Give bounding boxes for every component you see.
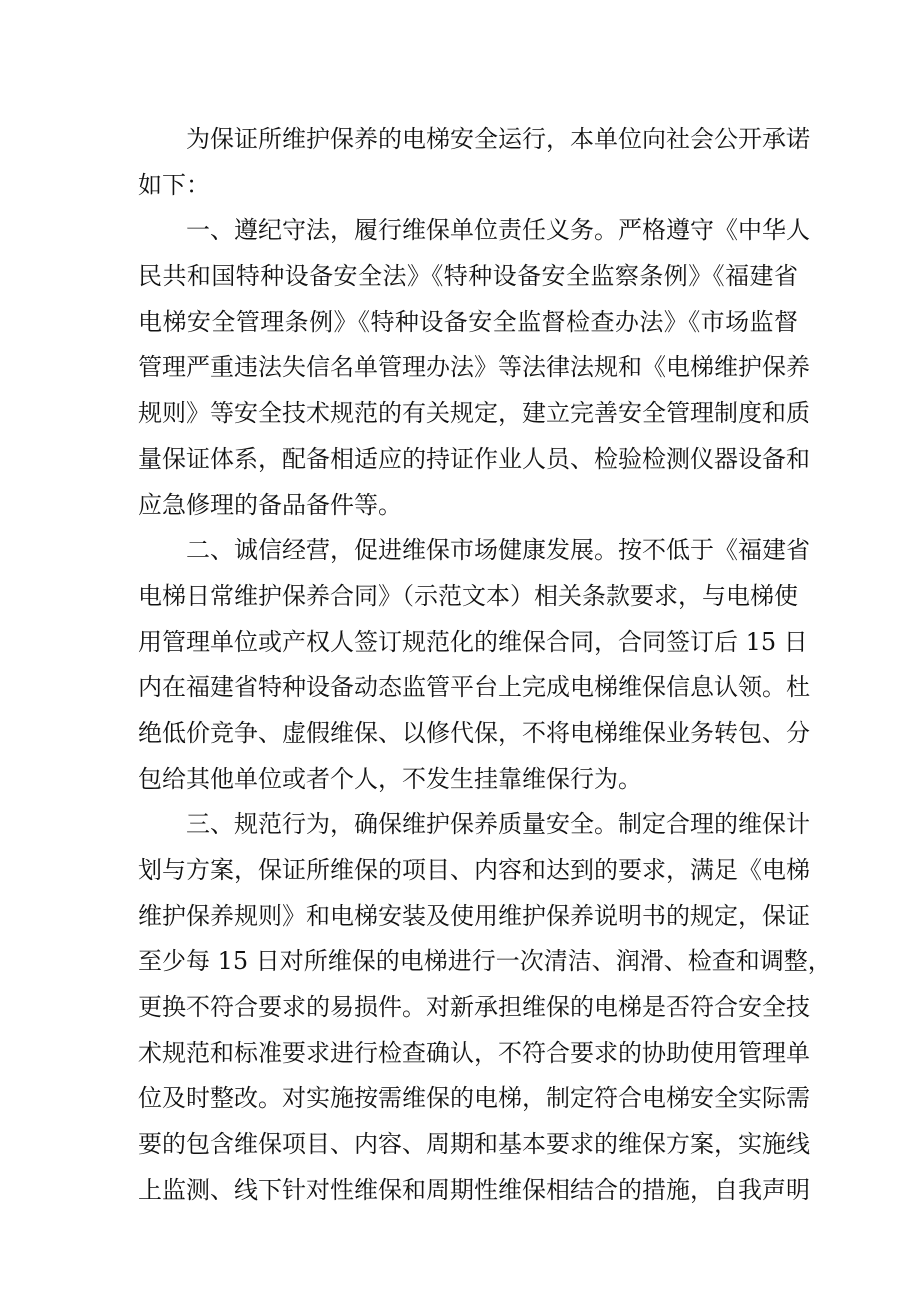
text-line: 应急修理的备品备件等。 [138, 490, 402, 519]
text-line: 如下： [138, 170, 210, 199]
text-line: 包给其他单位或者个人，不发生挂靠维保行为。 [138, 764, 642, 793]
text-line: 二、诚信经营，促进维保市场健康发展。按不低于《福建省 [186, 536, 810, 565]
text-line: 用管理单位或产权人签订规范化的维保合同，合同签订后 15 日 [138, 627, 808, 656]
text-line: 为保证所维护保养的电梯安全运行，本单位向社会公开承诺 [186, 125, 810, 153]
text-line: 上监测、线下针对性维保和周期性维保相结合的措施，自我声明 [138, 1175, 810, 1204]
text-line: 电梯安全管理条例》《特种设备安全监督检查办法》《市场监督 [138, 307, 798, 336]
text-line: 术规范和标准要求进行检查确认，不符合要求的协助使用管理单 [138, 1038, 810, 1067]
text-line: 三、规范行为，确保维护保养质量安全。制定合理的维保计 [186, 810, 810, 839]
paragraph-section-3 [138, 802, 832, 1213]
text-line: 划与方案，保证所维保的项目、内容和达到的要求，满足《电梯 [138, 856, 810, 884]
paragraph-section-1 [138, 208, 810, 528]
text-line: 至少每 15 日对所维保的电梯进行一次清洁、润滑、检查和调整， [138, 947, 832, 976]
text-line: 内在福建省特种设备动态监管平台上完成电梯维保信息认领。杜 [138, 673, 810, 702]
text-line: 更换不符合要求的易损件。对新承担维保的电梯是否符合安全技 [138, 993, 810, 1022]
text-line: 维护保养规则》和电梯安装及使用维护保养说明书的规定，保证 [138, 901, 810, 930]
text-line: 要的包含维保项目、内容、周期和基本要求的维保方案，实施线 [138, 1130, 810, 1159]
paragraph-intro [138, 117, 810, 208]
paragraph-section-2 [138, 528, 810, 802]
text-line: 绝低价竞争、虚假维保、以修代保，不将电梯维保业务转包、分 [138, 718, 810, 747]
text-line: 电梯日常维护保养合同》（示范文本）相关条款要求，与电梯使 [138, 581, 798, 610]
text-line: 一、遵纪守法，履行维保单位责任义务。严格遵守《中华人 [186, 216, 810, 245]
document-body [138, 117, 832, 1214]
text-line: 规则》等安全技术规范的有关规定，建立完善安全管理制度和质 [138, 399, 810, 428]
text-line: 管理严重违法失信名单管理办法》等法律法规和《电梯维护保养 [138, 353, 810, 382]
text-line: 民共和国特种设备安全法》《特种设备安全监察条例》《福建省 [138, 262, 798, 291]
text-line: 量保证体系，配备相适应的持证作业人员、检验检测仪器设备和 [138, 444, 810, 473]
text-line: 位及时整改。对实施按需维保的电梯，制定符合电梯安全实际需 [138, 1084, 810, 1113]
